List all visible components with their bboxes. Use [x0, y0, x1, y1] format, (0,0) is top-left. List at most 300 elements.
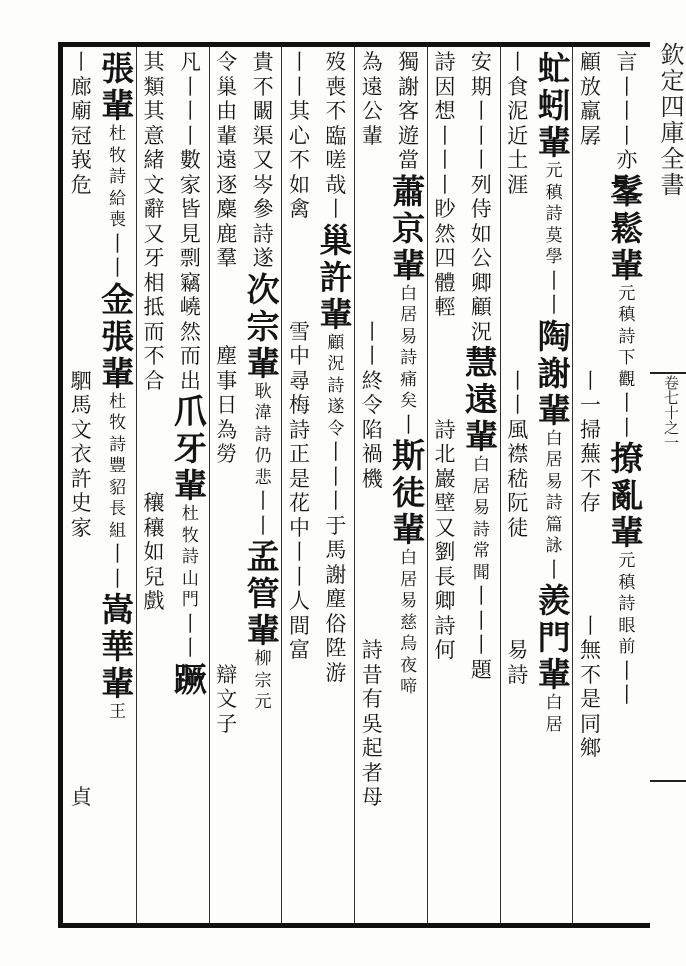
text-char [570, 173, 610, 198]
note-char: 豐 [109, 456, 127, 476]
note-char: 喪 [109, 210, 127, 230]
text-char: 正 [288, 442, 310, 466]
text-char [61, 712, 101, 737]
text-char [207, 320, 247, 345]
text-char [570, 222, 610, 247]
text-char: 況 [470, 319, 492, 344]
text-char: 食 [507, 74, 529, 99]
text-char [570, 320, 610, 345]
text-char: 輩 [216, 123, 238, 148]
text-char: 詩 [252, 221, 274, 246]
text-char: 公 [361, 99, 383, 123]
text-char: 丨 [434, 123, 456, 148]
text-char: 丨 [470, 584, 492, 608]
text-char: 冠 [70, 123, 92, 148]
text-char: 丨 [179, 636, 201, 660]
note-char: 詩 [254, 424, 272, 445]
text-char [279, 271, 319, 296]
text-char: 泥 [507, 99, 529, 123]
text-char [498, 222, 538, 247]
text-column [170, 50, 210, 920]
text-char [207, 516, 247, 541]
note-char: 常 [472, 541, 490, 561]
headword-char: 遠 [464, 380, 498, 419]
text-char: 詩 [434, 50, 456, 74]
note-char: 白 [545, 693, 563, 713]
note-char: 矣 [400, 391, 418, 411]
text-char: 游 [325, 660, 347, 685]
text-char: 塵 [216, 344, 238, 368]
text-char: 丨 [616, 74, 638, 99]
text-char: 丨 [616, 415, 638, 440]
text-char [207, 467, 247, 492]
text-char: 人 [288, 589, 310, 613]
text-char: 起 [361, 736, 383, 760]
text-char [134, 442, 174, 467]
text-char: 壁 [434, 491, 456, 515]
headword-char: 徒 [392, 473, 426, 512]
text-char: 穰 [143, 515, 165, 540]
text-char: 花 [288, 491, 310, 515]
note-char: 門 [181, 590, 199, 610]
text-char: 遠 [216, 148, 238, 172]
note-char: 居 [545, 714, 563, 735]
text-char [61, 320, 101, 345]
text-char: 丨 [470, 148, 492, 172]
note-char: 詩 [327, 375, 345, 396]
text-char [61, 197, 101, 222]
text-char [498, 589, 538, 614]
text-char: 丨 [470, 99, 492, 123]
text-char [134, 393, 174, 418]
text-char: 雪 [288, 319, 310, 344]
text-char: 文 [143, 172, 165, 197]
text-char: 見 [179, 221, 201, 246]
headword-char: 輩 [537, 655, 571, 694]
note-char: 學 [545, 247, 563, 267]
text-char: 心 [288, 123, 310, 148]
text-char: 易 [507, 638, 529, 662]
text-char: 剽 [179, 246, 201, 270]
text-char: 遊 [398, 123, 420, 148]
text-char [498, 320, 538, 345]
note-char: 杜 [109, 391, 127, 412]
text-char [570, 197, 610, 222]
text-char: 丨 [325, 464, 347, 489]
text-char: 涯 [507, 172, 529, 197]
note-char: 杜 [109, 124, 127, 144]
text-char [61, 271, 101, 296]
headword-char: 孟 [246, 537, 280, 576]
note-char: 白 [472, 455, 490, 475]
text-char: 合 [143, 368, 165, 393]
text-char: 危 [70, 172, 92, 197]
text-char: 其 [143, 50, 165, 74]
note-char: 顧 [327, 332, 345, 353]
text-char: 遠 [361, 74, 383, 99]
text-char: 凡 [179, 50, 201, 74]
note-char: 詩 [109, 434, 127, 455]
text-char: 掃 [579, 417, 601, 442]
note-char: 柳 [254, 649, 272, 669]
text-char [570, 565, 610, 590]
text-char: 馬 [325, 538, 347, 562]
note-char: 令 [327, 418, 345, 439]
text-char: 放 [579, 74, 601, 99]
text-char [498, 565, 538, 590]
text-char [207, 271, 247, 296]
headword-char: 輩 [392, 510, 426, 549]
headword-char: 輩 [319, 294, 353, 334]
text-char: 家 [179, 172, 201, 197]
text-char: 亦 [616, 148, 638, 172]
text-char [570, 589, 610, 614]
text-char: 孱 [579, 123, 601, 148]
text-char: 戲 [143, 589, 165, 613]
note-char: 元 [618, 283, 636, 304]
note-char: 牧 [109, 413, 127, 433]
note-char: 白 [545, 428, 563, 449]
text-char: 四 [434, 246, 456, 270]
note-char: 啼 [400, 677, 418, 697]
text-char: 家 [70, 515, 92, 540]
note-char: 居 [472, 476, 490, 497]
text-char: 風 [507, 417, 529, 442]
headword-char: 輩 [101, 353, 135, 393]
text-char: 尋 [288, 368, 310, 393]
text-char [352, 295, 392, 320]
text-char: 吳 [361, 711, 383, 736]
text-char: 想 [434, 99, 456, 123]
text-char: 丨 [252, 513, 274, 538]
book-title-margin: 欽定四庫全書 [656, 42, 684, 198]
text-char: 是 [579, 687, 601, 711]
text-char: 又 [434, 515, 456, 540]
headword-char: 嵩 [101, 590, 135, 629]
text-column [425, 50, 465, 920]
text-column [352, 50, 392, 920]
text-char: 意 [143, 123, 165, 148]
text-char: 丨 [288, 540, 310, 564]
text-char: 言 [616, 50, 638, 74]
text-char: 類 [143, 74, 165, 99]
note-char: 詠 [545, 536, 563, 556]
text-char: 丨 [288, 50, 310, 74]
text-char: 有 [361, 687, 383, 711]
text-char [61, 736, 101, 761]
headword-char: 斯 [392, 436, 426, 475]
note-char: 湋 [254, 403, 272, 423]
text-char: 穰 [143, 491, 165, 515]
text-char: 土 [507, 148, 529, 172]
text-char: 丨 [543, 557, 565, 582]
note-char: 王 [109, 702, 127, 722]
text-char [352, 222, 392, 247]
note-char: 元 [545, 161, 563, 181]
text-char: 期 [470, 74, 492, 99]
text-char: 顧 [579, 50, 601, 74]
text-char: 禽 [288, 197, 310, 221]
text-char [498, 246, 538, 271]
text-char: 馬 [70, 393, 92, 417]
headword-char: 門 [537, 618, 571, 657]
text-column [279, 50, 319, 920]
text-char [61, 663, 101, 688]
text-char: 者 [361, 760, 383, 785]
text-char [352, 614, 392, 639]
note-char: 詩 [400, 348, 418, 368]
note-char: 詩 [545, 493, 563, 513]
text-column [243, 50, 283, 920]
text-char [570, 344, 610, 369]
headword-char: 蕭 [392, 171, 426, 211]
text-char [207, 589, 247, 614]
note-char: 白 [400, 283, 418, 304]
text-char: 徒 [507, 515, 529, 540]
text-column [389, 50, 429, 920]
text-char: 丨 [579, 368, 601, 393]
text-char: 因 [434, 74, 456, 99]
text-char: 長 [434, 564, 456, 589]
note-char: 易 [400, 326, 418, 347]
text-column [134, 50, 174, 920]
text-char [570, 271, 610, 296]
text-char: 為 [361, 50, 383, 74]
headword-char: 亂 [610, 476, 644, 515]
text-char [498, 614, 538, 639]
text-char: 日 [216, 393, 238, 417]
text-char: 襟 [507, 442, 529, 466]
text-char: 丨 [107, 256, 129, 280]
text-char: 如 [288, 172, 310, 197]
headword-char: 蚓 [537, 86, 571, 125]
text-char: 公 [470, 246, 492, 270]
headword-char: 輩 [173, 466, 207, 505]
text-char: 貴 [252, 50, 274, 74]
note-char: 觀 [618, 369, 636, 390]
text-char [61, 589, 101, 614]
headword-char: 輩 [610, 245, 644, 285]
margin-divider-top [650, 372, 686, 374]
text-char: 丨 [434, 172, 456, 197]
note-char: 杜 [181, 504, 199, 524]
text-char: 獨 [398, 50, 420, 74]
text-char: 詩 [434, 613, 456, 638]
text-char [207, 565, 247, 590]
text-char [207, 638, 247, 663]
headword-char: 華 [101, 627, 135, 666]
headword-char: 輩 [246, 343, 280, 383]
text-char: 闞 [252, 99, 274, 123]
text-char [61, 246, 101, 271]
text-char: 其 [143, 99, 165, 123]
text-char: 不 [579, 466, 601, 491]
text-char: 謝 [398, 74, 420, 99]
text-column [570, 50, 610, 920]
note-char: 易 [400, 591, 418, 611]
text-char: 詩 [361, 638, 383, 662]
text-char [279, 222, 319, 247]
text-char [352, 173, 392, 198]
text-char: 峩 [70, 148, 92, 172]
text-char: 一 [579, 393, 601, 417]
headword-char: 爪 [173, 392, 207, 431]
note-char: 篇 [545, 514, 563, 535]
text-char [61, 614, 101, 639]
text-char: 巢 [216, 74, 238, 99]
margin-divider-bottom [650, 780, 686, 782]
note-char: 詩 [618, 594, 636, 614]
text-char [61, 638, 101, 663]
text-column [98, 50, 138, 920]
note-char: 耿 [254, 381, 272, 402]
text-char: 歿 [325, 50, 347, 74]
text-column [61, 50, 101, 920]
note-char: 悲 [254, 467, 272, 488]
text-char: 哉 [325, 172, 347, 197]
note-char: 元 [618, 551, 636, 571]
note-char: 稹 [618, 572, 636, 593]
note-char: 前 [618, 637, 636, 657]
text-char: 緒 [143, 148, 165, 172]
text-char [352, 197, 392, 222]
text-char: 辭 [143, 197, 165, 221]
text-char [570, 246, 610, 271]
headword-char: 慧 [464, 343, 498, 382]
note-char: 居 [545, 450, 563, 470]
text-char: 不 [143, 344, 165, 368]
text-char: 文 [70, 417, 92, 442]
note-char: 牧 [181, 525, 199, 546]
text-char [352, 565, 392, 590]
text-char: 富 [288, 638, 310, 662]
text-char [352, 271, 392, 296]
text-char [570, 540, 610, 565]
text-char: 輕 [434, 295, 456, 319]
note-char: 居 [400, 569, 418, 590]
text-char: 謝 [325, 562, 347, 587]
text-char: 事 [216, 368, 238, 393]
note-char: 牧 [109, 145, 127, 166]
text-char: 存 [579, 491, 601, 515]
headword-char: 輩 [537, 123, 571, 162]
text-char: 丨 [616, 123, 638, 148]
text-char: 中 [288, 344, 310, 368]
text-char: 由 [216, 99, 238, 123]
text-char [425, 344, 465, 369]
headword-char: 牙 [173, 429, 207, 468]
text-char: 陷 [361, 417, 383, 442]
headword-char: 輩 [464, 417, 498, 456]
text-char: 為 [216, 417, 238, 442]
text-char: 然 [434, 221, 456, 246]
headword-char: 京 [392, 208, 426, 248]
text-char: 丨 [616, 99, 638, 123]
text-char: 羣 [216, 246, 238, 270]
headword-char: 髼 [610, 171, 644, 211]
text-char: 是 [288, 466, 310, 491]
text-char: 史 [70, 491, 92, 515]
text-char: 出 [179, 368, 201, 393]
note-char: 貂 [109, 477, 127, 498]
text-char: 丨 [179, 74, 201, 99]
note-char: 詩 [472, 519, 490, 540]
headword-char: 輩 [610, 513, 644, 552]
text-char: 廟 [70, 99, 92, 123]
text-char: 陞 [325, 636, 347, 660]
text-char: 丨 [579, 613, 601, 638]
note-char: 易 [545, 471, 563, 492]
text-char: 劉 [434, 540, 456, 564]
juan-label-margin: 卷七十之一 [662, 375, 680, 450]
text-char: 不 [325, 99, 347, 123]
text-char: 竊 [179, 270, 201, 295]
headword-char: 羨 [537, 581, 571, 620]
note-char: 長 [109, 499, 127, 519]
text-char: 勞 [216, 442, 238, 466]
text-char [279, 295, 319, 320]
text-char: 于 [325, 513, 347, 538]
text-char: 丨 [543, 268, 565, 293]
text-char: 臨 [325, 123, 347, 148]
text-char: 丨 [361, 344, 383, 368]
text-char [352, 491, 392, 516]
text-char: 令 [361, 393, 383, 417]
text-char: 何 [434, 638, 456, 662]
headword-char: 撩 [610, 439, 644, 478]
text-char [61, 761, 101, 786]
text-char [570, 295, 610, 320]
text-char: 丨 [470, 608, 492, 633]
text-char: 喪 [325, 74, 347, 99]
note-char: 眼 [618, 615, 636, 636]
text-char: 丨 [507, 368, 529, 393]
text-char: 嗟 [325, 148, 347, 172]
text-char: 貞 [70, 785, 92, 809]
text-char: 如 [470, 221, 492, 246]
text-char [207, 295, 247, 320]
text-char: 丨 [107, 542, 129, 566]
text-char: 丨 [507, 393, 529, 417]
text-char: 不 [288, 148, 310, 172]
text-char: 終 [361, 368, 383, 393]
text-char: 衣 [70, 442, 92, 466]
text-char: 又 [252, 148, 274, 172]
text-char: 丨 [288, 74, 310, 99]
text-column [498, 50, 538, 920]
note-char: 居 [400, 305, 418, 325]
note-char: 山 [181, 568, 199, 589]
text-char [207, 491, 247, 516]
text-char: 丨 [325, 197, 347, 221]
note-char: 夜 [400, 655, 418, 676]
note-char: 白 [400, 548, 418, 568]
headword-char: 管 [246, 574, 280, 613]
text-char: 許 [70, 466, 92, 491]
text-char [498, 344, 538, 369]
text-char: 然 [179, 319, 201, 344]
text-char: 阮 [507, 491, 529, 515]
text-char: 客 [398, 99, 420, 123]
note-char: 下 [618, 348, 636, 368]
note-char: 詩 [109, 167, 127, 187]
text-char [425, 369, 465, 394]
note-char: 稹 [618, 305, 636, 325]
text-char: 丨 [616, 658, 638, 683]
headword-char: 陶 [537, 316, 571, 356]
text-char: 梅 [288, 393, 310, 417]
text-char: 丨 [179, 123, 201, 148]
